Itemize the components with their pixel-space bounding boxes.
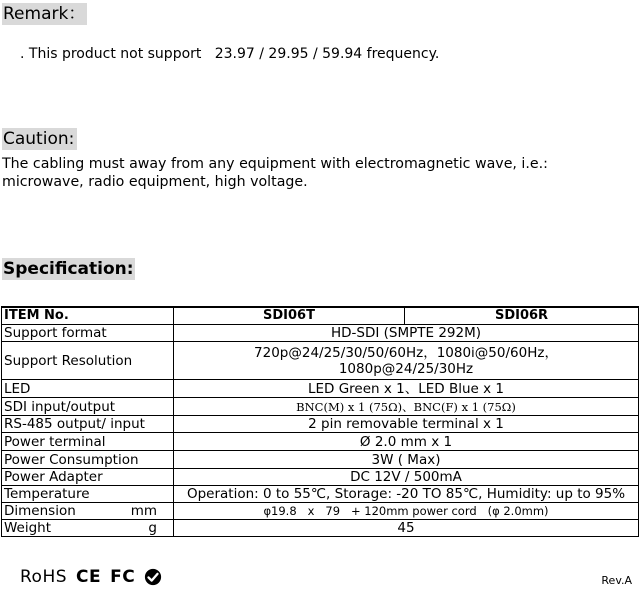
row-value: φ19.8 x 79 + 120mm power cord (φ 2.0mm) xyxy=(174,503,639,520)
row-label xyxy=(2,520,174,537)
table-row xyxy=(2,416,639,433)
table-row xyxy=(2,342,639,380)
table-header-row xyxy=(2,307,639,325)
row-label xyxy=(2,503,174,520)
table-row xyxy=(2,469,639,486)
caution-text-line2: microwave, radio equipment, high voltage. xyxy=(2,174,308,190)
row-label: Power terminal xyxy=(2,433,174,451)
table-row xyxy=(2,380,639,398)
row-label: LED xyxy=(2,380,174,398)
certification-logos xyxy=(20,566,162,588)
row-label: Support format xyxy=(2,325,174,342)
fc-logo: FC xyxy=(110,567,136,587)
row-value: BNC(M) x 1 (75Ω)、BNC(F) x 1 (75Ω) xyxy=(174,398,639,416)
column-header-item: ITEM No. xyxy=(2,307,174,325)
row-label: RS-485 output/ input xyxy=(2,416,174,433)
column-header-sdi06t: SDI06T xyxy=(174,307,405,325)
table-row xyxy=(2,451,639,469)
row-value xyxy=(174,342,639,380)
row-value: Operation: 0 to 55℃, Storage: -20 TO 85℃, Humidity: up to 95% xyxy=(174,486,639,503)
column-header-sdi06r: SDI06R xyxy=(405,307,639,325)
rohs-logo: RoHS xyxy=(20,567,68,587)
caution-heading: Caution: xyxy=(2,128,77,150)
revision-label: Rev.A xyxy=(601,574,632,587)
row-label-text: Weight xyxy=(4,520,52,536)
row-value: DC 12V / 500mA xyxy=(174,469,639,486)
table-row xyxy=(2,325,639,342)
row-unit: g xyxy=(148,520,157,536)
specification-table xyxy=(1,306,639,537)
row-label: SDI input/output xyxy=(2,398,174,416)
row-value: 3W ( Max) xyxy=(174,451,639,469)
table-row xyxy=(2,398,639,416)
remark-note: . This product not support 23.97 / 29.95 / 59.94 frequency. xyxy=(20,46,440,62)
row-value: LED Green x 1、LED Blue x 1 xyxy=(174,380,639,398)
row-value: Ø 2.0 mm x 1 xyxy=(174,433,639,451)
table-row xyxy=(2,520,639,537)
row-label: Power Adapter xyxy=(2,469,174,486)
specification-heading: Specification: xyxy=(3,259,134,279)
row-label: Support Resolution xyxy=(2,342,174,380)
row-unit: mm xyxy=(130,503,157,519)
ce-logo: CE xyxy=(76,567,102,587)
row-label: Power Consumption xyxy=(2,451,174,469)
caution-text-line1: The cabling must away from any equipment with electromagnetic wave, i.e.: xyxy=(2,156,548,172)
row-value-line2: 1080p@24/25/30Hz xyxy=(338,360,474,377)
row-label-text: Dimension xyxy=(4,503,76,519)
remark-heading: Remark： xyxy=(3,4,86,24)
table-row xyxy=(2,433,639,451)
row-value: HD-SDI (SMPTE 292M) xyxy=(174,325,639,342)
row-value-line1: 720p@24/25/30/50/60Hz，1080i@50/60Hz， xyxy=(254,344,558,361)
c-tick-icon xyxy=(144,568,162,586)
row-label: Temperature xyxy=(2,486,174,503)
row-value: 2 pin removable terminal x 1 xyxy=(174,416,639,433)
table-row xyxy=(2,503,639,520)
table-row xyxy=(2,486,639,503)
row-value: 45 xyxy=(174,520,639,537)
